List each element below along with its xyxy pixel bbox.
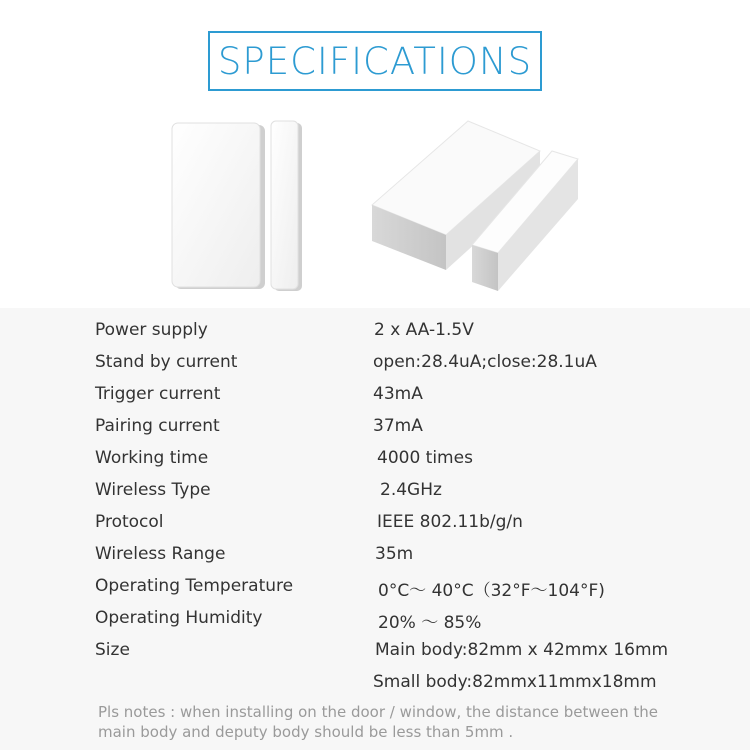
- spec-row-size: [0, 634, 750, 666]
- spec-row-protocol: [0, 506, 750, 538]
- spec-row-standby-current: [0, 346, 750, 378]
- spec-row-operating-humidity: [0, 602, 750, 634]
- spec-value: 0°C～ 40°C（32°F～104°F): [378, 581, 605, 601]
- spec-label: Wireless Range: [95, 544, 226, 564]
- spec-value: 4000 times: [377, 448, 473, 468]
- small-body-front: [271, 121, 302, 291]
- spec-value: IEEE 802.11b/g/n: [377, 512, 523, 532]
- spec-label: Trigger current: [95, 384, 221, 404]
- spec-value: 20% ～ 85%: [378, 613, 482, 633]
- spec-row-wireless-range: [0, 538, 750, 570]
- spec-label: Working time: [95, 448, 209, 468]
- spec-row-operating-temperature: [0, 570, 750, 602]
- spec-row-wireless-type: [0, 474, 750, 506]
- spec-row-pairing-current: [0, 410, 750, 442]
- spec-label: Operating Temperature: [95, 576, 294, 596]
- spec-value: open:28.4uA;close:28.1uA: [373, 352, 597, 372]
- spec-label: Power supply: [95, 320, 208, 340]
- page-title: SPECIFICATIONS: [217, 39, 533, 83]
- spec-label: Size: [95, 640, 130, 660]
- sensor-product-illustration: [0, 95, 750, 307]
- spec-value: Main body:82mm x 42mmx 16mm: [375, 640, 669, 660]
- spec-label: Operating Humidity: [95, 608, 263, 628]
- spec-label: Pairing current: [95, 416, 220, 436]
- spec-row-size-small: [0, 666, 750, 698]
- spec-label: Stand by current: [95, 352, 238, 372]
- spec-row-trigger-current: [0, 378, 750, 410]
- spec-value: 2.4GHz: [380, 480, 442, 500]
- spec-value: 35m: [375, 544, 414, 564]
- spec-value: 43mA: [373, 384, 423, 404]
- installation-note: Pls notes : when installing on the door / window, the distance between the main body and deputy body should be less than 5mm .: [98, 703, 659, 741]
- product-images: [0, 95, 750, 307]
- title-box: [208, 31, 542, 91]
- spec-value: Small body:82mmx11mmx18mm: [373, 672, 657, 692]
- spec-row-working-time: [0, 442, 750, 474]
- spec-value: 37mA: [373, 416, 423, 436]
- spec-label: Wireless Type: [95, 480, 211, 500]
- spec-row-power-supply: [0, 314, 750, 346]
- main-body-front: [172, 123, 265, 289]
- spec-label: Protocol: [95, 512, 164, 532]
- spec-value: 2 x AA-1.5V: [374, 320, 474, 340]
